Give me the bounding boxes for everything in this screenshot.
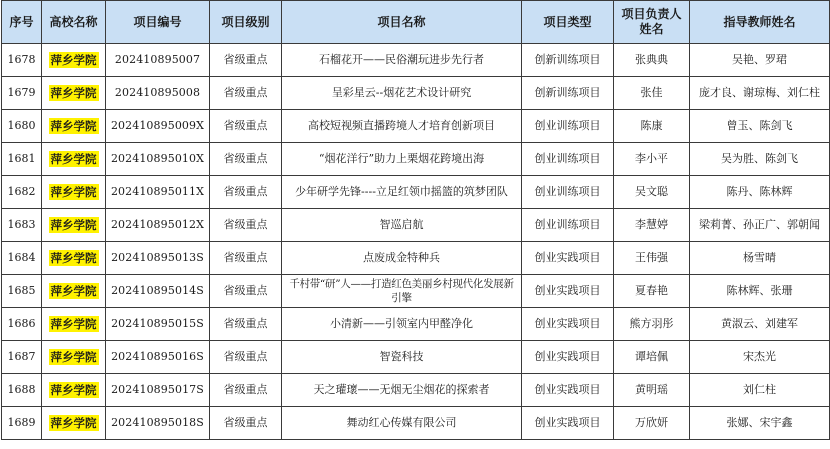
cell-school xyxy=(42,44,106,77)
cell-code: 202410895007 xyxy=(106,44,210,77)
header-code: 项目编号 xyxy=(106,1,210,44)
cell-no: 1684 xyxy=(2,242,42,275)
cell-project-name: 千村带“研”人——打造红色美丽乡村现代化发展新引擎 xyxy=(282,275,522,308)
cell-leader: 陈康 xyxy=(614,110,690,143)
cell-advisor: 曾玉、陈剑飞 xyxy=(690,110,830,143)
cell-code: 202410895010X xyxy=(106,143,210,176)
cell-school xyxy=(42,176,106,209)
table-row xyxy=(2,275,830,308)
cell-school xyxy=(42,143,106,176)
cell-project-name: 舞动红心传媒有限公司 xyxy=(282,407,522,440)
cell-leader: 谭培佩 xyxy=(614,341,690,374)
cell-leader: 吴文聪 xyxy=(614,176,690,209)
cell-no: 1685 xyxy=(2,275,42,308)
school-highlight: 萍乡学院 xyxy=(50,382,97,397)
cell-no: 1680 xyxy=(2,110,42,143)
cell-type: 创业实践项目 xyxy=(522,308,614,341)
table-row xyxy=(2,176,830,209)
cell-type: 创业训练项目 xyxy=(522,143,614,176)
cell-leader: 李小平 xyxy=(614,143,690,176)
table-row xyxy=(2,242,830,275)
school-highlight: 萍乡学院 xyxy=(50,349,97,364)
header-project-name: 项目名称 xyxy=(282,1,522,44)
cell-school xyxy=(42,242,106,275)
cell-leader: 张典典 xyxy=(614,44,690,77)
school-highlight: 萍乡学院 xyxy=(50,184,97,199)
cell-advisor: 吴艳、罗珺 xyxy=(690,44,830,77)
cell-project-name: 点废成金特种兵 xyxy=(282,242,522,275)
cell-advisor: 黄淑云、刘建军 xyxy=(690,308,830,341)
cell-type: 创业训练项目 xyxy=(522,110,614,143)
cell-type: 创业实践项目 xyxy=(522,275,614,308)
school-highlight: 萍乡学院 xyxy=(50,316,97,331)
cell-level: 省级重点 xyxy=(210,341,282,374)
cell-level: 省级重点 xyxy=(210,275,282,308)
cell-no: 1683 xyxy=(2,209,42,242)
cell-project-name: “烟花洋行”助力上栗烟花跨境出海 xyxy=(282,143,522,176)
cell-advisor: 陈林辉、张珊 xyxy=(690,275,830,308)
table-row xyxy=(2,110,830,143)
cell-project-name: 小清新——引领室内甲醛净化 xyxy=(282,308,522,341)
cell-school xyxy=(42,308,106,341)
cell-leader: 熊方羽彤 xyxy=(614,308,690,341)
cell-project-name: 少年研学先锋----立足红领巾摇篮的筑梦团队 xyxy=(282,176,522,209)
cell-level: 省级重点 xyxy=(210,143,282,176)
table-row xyxy=(2,407,830,440)
cell-type: 创新训练项目 xyxy=(522,44,614,77)
cell-code: 202410895017S xyxy=(106,374,210,407)
cell-no: 1689 xyxy=(2,407,42,440)
school-highlight: 萍乡学院 xyxy=(50,118,97,133)
cell-leader: 李慧婷 xyxy=(614,209,690,242)
cell-leader: 万欣妍 xyxy=(614,407,690,440)
cell-leader: 黄明瑶 xyxy=(614,374,690,407)
project-table xyxy=(1,0,830,440)
cell-advisor: 吴为胜、陈剑飞 xyxy=(690,143,830,176)
cell-project-name: 智瓷科技 xyxy=(282,341,522,374)
school-highlight: 萍乡学院 xyxy=(50,85,97,100)
cell-no: 1681 xyxy=(2,143,42,176)
cell-school xyxy=(42,275,106,308)
header-type: 项目类型 xyxy=(522,1,614,44)
cell-level: 省级重点 xyxy=(210,44,282,77)
cell-leader: 张佳 xyxy=(614,77,690,110)
cell-code: 202410895011X xyxy=(106,176,210,209)
school-highlight: 萍乡学院 xyxy=(50,415,97,430)
cell-leader: 王伟强 xyxy=(614,242,690,275)
table-row xyxy=(2,341,830,374)
cell-level: 省级重点 xyxy=(210,407,282,440)
header-school: 高校名称 xyxy=(42,1,106,44)
school-highlight: 萍乡学院 xyxy=(50,151,97,166)
cell-code: 202410895008 xyxy=(106,77,210,110)
cell-level: 省级重点 xyxy=(210,308,282,341)
school-highlight: 萍乡学院 xyxy=(50,283,97,298)
cell-school xyxy=(42,341,106,374)
cell-school xyxy=(42,77,106,110)
cell-no: 1682 xyxy=(2,176,42,209)
cell-code: 202410895016S xyxy=(106,341,210,374)
cell-code: 202410895014S xyxy=(106,275,210,308)
table-body xyxy=(2,44,830,440)
cell-project-name: 呈彩星云--烟花艺术设计研究 xyxy=(282,77,522,110)
cell-advisor: 梁莉菁、孙正广、郭朝闻 xyxy=(690,209,830,242)
cell-type: 创业实践项目 xyxy=(522,407,614,440)
cell-level: 省级重点 xyxy=(210,110,282,143)
cell-no: 1678 xyxy=(2,44,42,77)
cell-level: 省级重点 xyxy=(210,176,282,209)
school-highlight: 萍乡学院 xyxy=(50,250,97,265)
header-no: 序号 xyxy=(2,1,42,44)
cell-advisor: 宋杰光 xyxy=(690,341,830,374)
cell-no: 1686 xyxy=(2,308,42,341)
cell-school xyxy=(42,209,106,242)
cell-code: 202410895018S xyxy=(106,407,210,440)
cell-level: 省级重点 xyxy=(210,77,282,110)
table-row xyxy=(2,77,830,110)
cell-type: 创业实践项目 xyxy=(522,341,614,374)
cell-level: 省级重点 xyxy=(210,374,282,407)
header-level: 项目级别 xyxy=(210,1,282,44)
cell-school xyxy=(42,407,106,440)
cell-type: 创业训练项目 xyxy=(522,176,614,209)
cell-type: 创业实践项目 xyxy=(522,242,614,275)
cell-advisor: 陈丹、陈林辉 xyxy=(690,176,830,209)
header-row xyxy=(2,1,830,44)
cell-code: 202410895009X xyxy=(106,110,210,143)
cell-school xyxy=(42,110,106,143)
cell-project-name: 天之瓘瓌——无烟无尘烟花的探索者 xyxy=(282,374,522,407)
cell-code: 202410895015S xyxy=(106,308,210,341)
header-advisor: 指导教师姓名 xyxy=(690,1,830,44)
cell-project-name: 石榴花开——民俗潮玩进步先行者 xyxy=(282,44,522,77)
cell-no: 1679 xyxy=(2,77,42,110)
cell-project-name: 智巡启航 xyxy=(282,209,522,242)
cell-type: 创业实践项目 xyxy=(522,374,614,407)
school-highlight: 萍乡学院 xyxy=(50,217,97,232)
cell-level: 省级重点 xyxy=(210,242,282,275)
cell-level: 省级重点 xyxy=(210,209,282,242)
table-row xyxy=(2,143,830,176)
table-row xyxy=(2,308,830,341)
cell-no: 1687 xyxy=(2,341,42,374)
cell-code: 202410895013S xyxy=(106,242,210,275)
cell-no: 1688 xyxy=(2,374,42,407)
cell-code: 202410895012X xyxy=(106,209,210,242)
table-row xyxy=(2,44,830,77)
cell-type: 创业训练项目 xyxy=(522,209,614,242)
cell-leader: 夏春艳 xyxy=(614,275,690,308)
cell-advisor: 杨雪晴 xyxy=(690,242,830,275)
cell-school xyxy=(42,374,106,407)
school-highlight: 萍乡学院 xyxy=(50,52,97,67)
cell-advisor: 张娜、宋宇鑫 xyxy=(690,407,830,440)
table-header xyxy=(2,1,830,44)
cell-advisor: 庞才良、谢琼梅、刘仁柱 xyxy=(690,77,830,110)
cell-type: 创新训练项目 xyxy=(522,77,614,110)
cell-advisor: 刘仁柱 xyxy=(690,374,830,407)
header-leader: 项目负责人姓名 xyxy=(614,1,690,44)
table-row xyxy=(2,374,830,407)
cell-project-name: 高校短视频直播跨境人才培育创新项目 xyxy=(282,110,522,143)
table-row xyxy=(2,209,830,242)
